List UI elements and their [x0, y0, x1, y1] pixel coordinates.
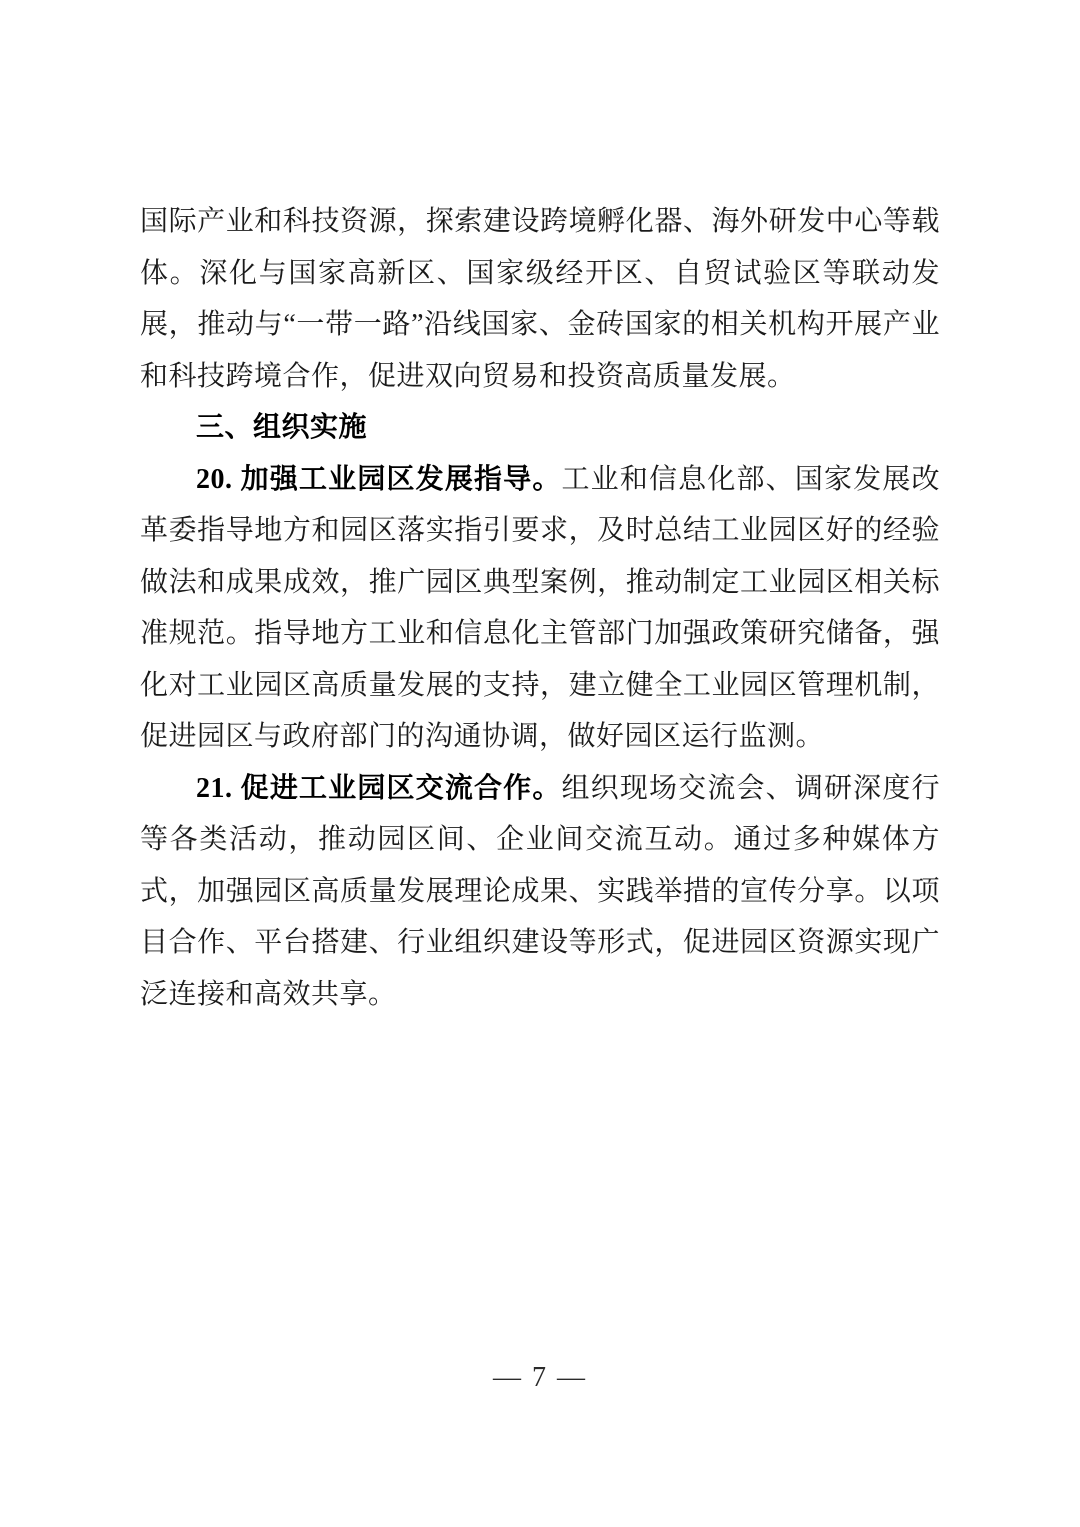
item-21-body: 组织现场交流会、调研深度行等各类活动，推动园区间、企业间交流互动。通过多种媒体方式，加强园区高质量发展理论成果、实践举措的宣传分享。以项目合作、平台搭建、行业组织建设等形式，促进园区资源实现广泛连接和高效共享。: [140, 772, 940, 1010]
paragraph-continuation-text: 国际产业和科技资源，探索建设跨境孵化器、海外研发中心等载体。深化与国家高新区、国家级经开区、自贸试验区等联动发展，推动与“一带一路”沿线国家、金砖国家的相关机构开展产业和科技跨境合作，促进双向贸易和投资高质量发展。: [140, 206, 940, 392]
document-content: [140, 196, 940, 1020]
item-20-body: 工业和信息化部、国家发展改革委指导地方和园区落实指引要求，及时总结工业园区好的经验做法和成果成效，推广园区典型案例，推动制定工业园区相关标准规范。指导地方工业和信息化主管部门加强政策研究储备，强化对工业园区高质量发展的支持，建立健全工业园区管理机制，促进园区与政府部门的沟通协调，做好园区运行监测。: [140, 463, 940, 752]
section-heading-text: 三、组织实施: [196, 412, 368, 443]
paragraph-continuation: [140, 196, 940, 402]
paragraph-item-20: [140, 454, 940, 763]
item-21-lead: 21. 促进工业园区交流合作。: [196, 772, 562, 804]
page-number: — 7 —: [493, 1362, 587, 1393]
paragraph-item-21: [140, 763, 940, 1021]
item-20-lead: 20. 加强工业园区发展指导。: [196, 463, 562, 495]
section-heading: [140, 402, 940, 454]
